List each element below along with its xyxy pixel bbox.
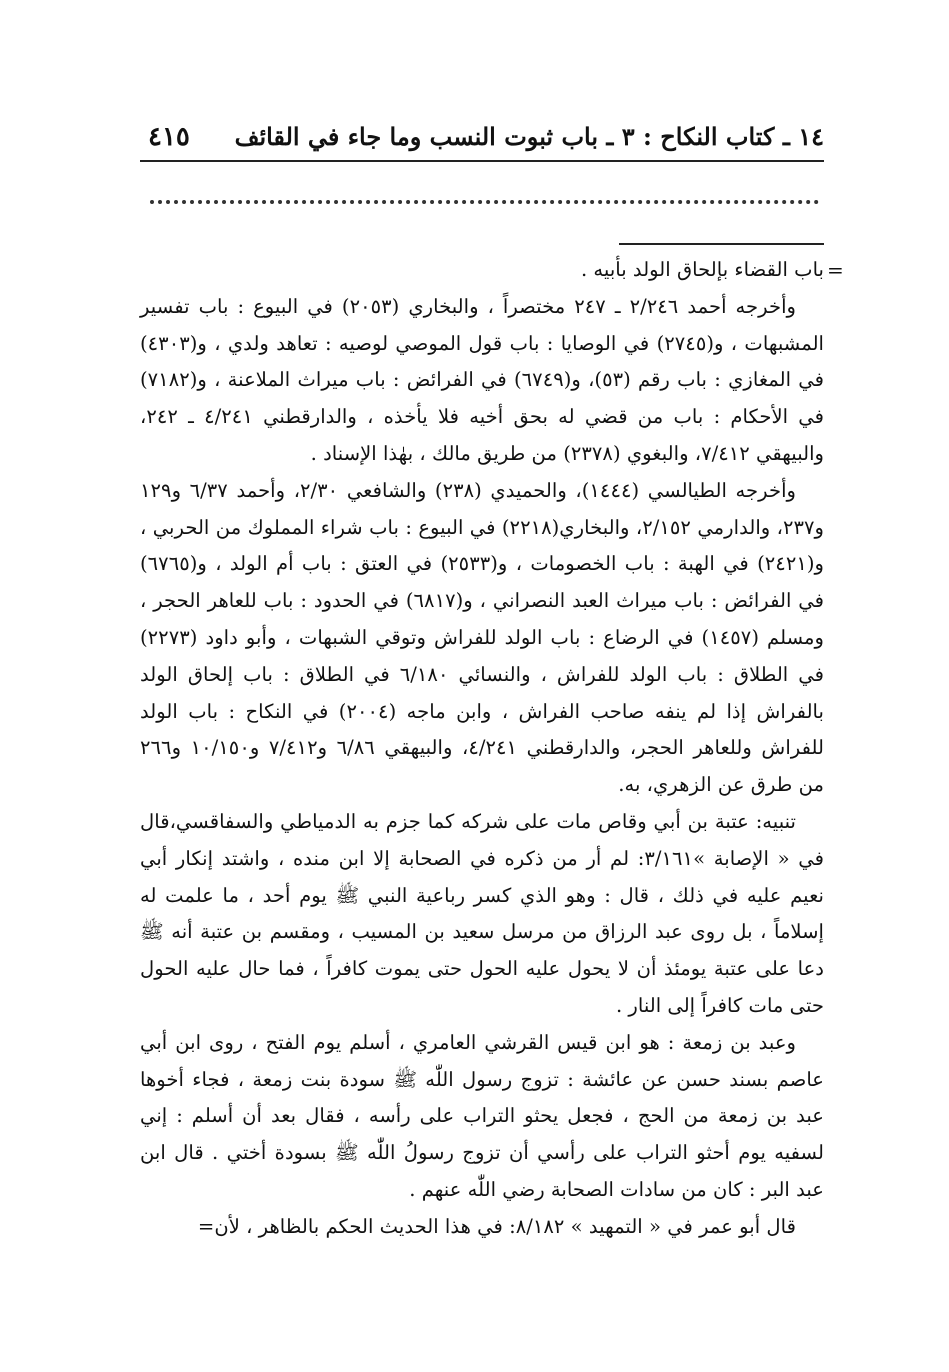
continuation-marker: = [827, 258, 844, 282]
footnote-paragraph: باب القضاء بإلحاق الولد بأبيه . [580, 258, 824, 281]
footnote-rule [619, 243, 824, 245]
footnote-paragraph: تنبيه: عتبة بن أبي وقاص مات على شركه كما جزم به الدمياطي والسفاقسي،قال في « الإصابة »٣/١٦١: لم أر من ذكره في الصحابة إلا ابن منده ، واشتد إنكار أبي نعيم عليه في ذلك ، قال : وهو الذي كسر رباعية النبي ﷺ يوم أحد ، ما علمت له إسلاماً ، بل روى عبد الرزاق من مرسل سعيد بن المسيب ، ومقسم بن عتبة أنه ﷺ دعا على عتبة يومئذ أن لا يحول عليه الحول حتى يموت كافراً ، فما حال عليه الحول حتى مات كافراً إلى النار . [140, 809, 824, 1017]
footnote-paragraph: وأخرجه أحمد ٢/٢٤٦ ـ ٢٤٧ مختصراً ، والبخاري (٢٠٥٣) في البيوع : باب تفسير المشبهات ، و(٢٧٤٥) في الوصايا : باب قول الموصي لوصيه : تعاهد ولدي ، و(٤٣٠٣) في المغازي : باب رقم (٥٣)، و(٦٧٤٩) في الفرائض : باب ميراث الملاعنة ، و(٧١٨٢) في الأحكام : باب من قضي له بحق أخيه فلا يأخذه ، والدارقطني ٤/٢٤١ ـ ٢٤٢، والبيهقي ٧/٤١٢، والبغوي (٢٣٧٨) من طريق مالك ، بهٰذا الإسناد . [140, 294, 825, 465]
footnote-paragraph: وعبد بن زمعة : هو ابن قيس القرشي العامري ، أسلم يوم الفتح ، روى ابن أبي عاصم بسند حسن عن عائشة : تزوج رسول اللّٰه ﷺ سودة بنت زمعة ، فجاء أخوها عبد بن زمعة من الحج ، فجعل يحثو التراب على رأسه ، فقال بعد أن أسلم : إني لسفيه يوم أحثو التراب على رأسي أن تزوج رسولُ اللّٰه ﷺ بسودة أختي . قال ابن عبد البر : كان من سادات الصحابة رضي اللّٰه عنهم . [140, 1030, 824, 1201]
footnote-paragraph: قال أبو عمر في « التمهيد » ٨/١٨٢: في هذا الحديث الحكم بالظاهر ، لأن= [197, 1214, 796, 1238]
footnote-text [140, 252, 844, 1246]
page-number: ٤١٥ [148, 122, 190, 152]
dotted-separator [150, 200, 819, 204]
page-header [140, 120, 824, 162]
running-title: ١٤ ـ كتاب النكاح : ٣ ـ باب ثبوت النسب وما جاء في القائف [234, 122, 824, 151]
footnote-paragraph: وأخرجه الطيالسي (١٤٤٤)، والحميدي (٢٣٨) والشافعي ٢/٣٠، وأحمد ٦/٣٧ و١٢٩ و٢٣٧، والدارمي ٢/١٥٢، والبخاري(٢٢١٨) في البيوع : باب شراء المملوك من الحربي ، و(٢٤٢١) في الهبة : باب الخصومات ، و(٢٥٣٣) في العتق : باب أم الولد ، و(٦٧٦٥) في الفرائض : باب ميراث العبد النصراني ، و(٦٨١٧) في الحدود : باب للعاهر الحجر ، ومسلم (١٤٥٧) في الرضاع : باب الولد للفراش وتوقي الشبهات ، وأبو داود (٢٢٧٣) في الطلاق : باب الولد للفراش ، والنسائي ٦/١٨٠ في الطلاق : باب إلحاق الولد بالفراش إذا لم ينفه صاحب الفراش ، وابن ماجه (٢٠٠٤) في النكاح : باب الولد للفراش وللعاهر الحجر، والدارقطني ٤/٢٤١، والبيهقي ٦/٨٦ و٧/٤١٢ و١٠/١٥٠ و٢٦٦ من طرق عن الزهري، به. [140, 478, 825, 797]
